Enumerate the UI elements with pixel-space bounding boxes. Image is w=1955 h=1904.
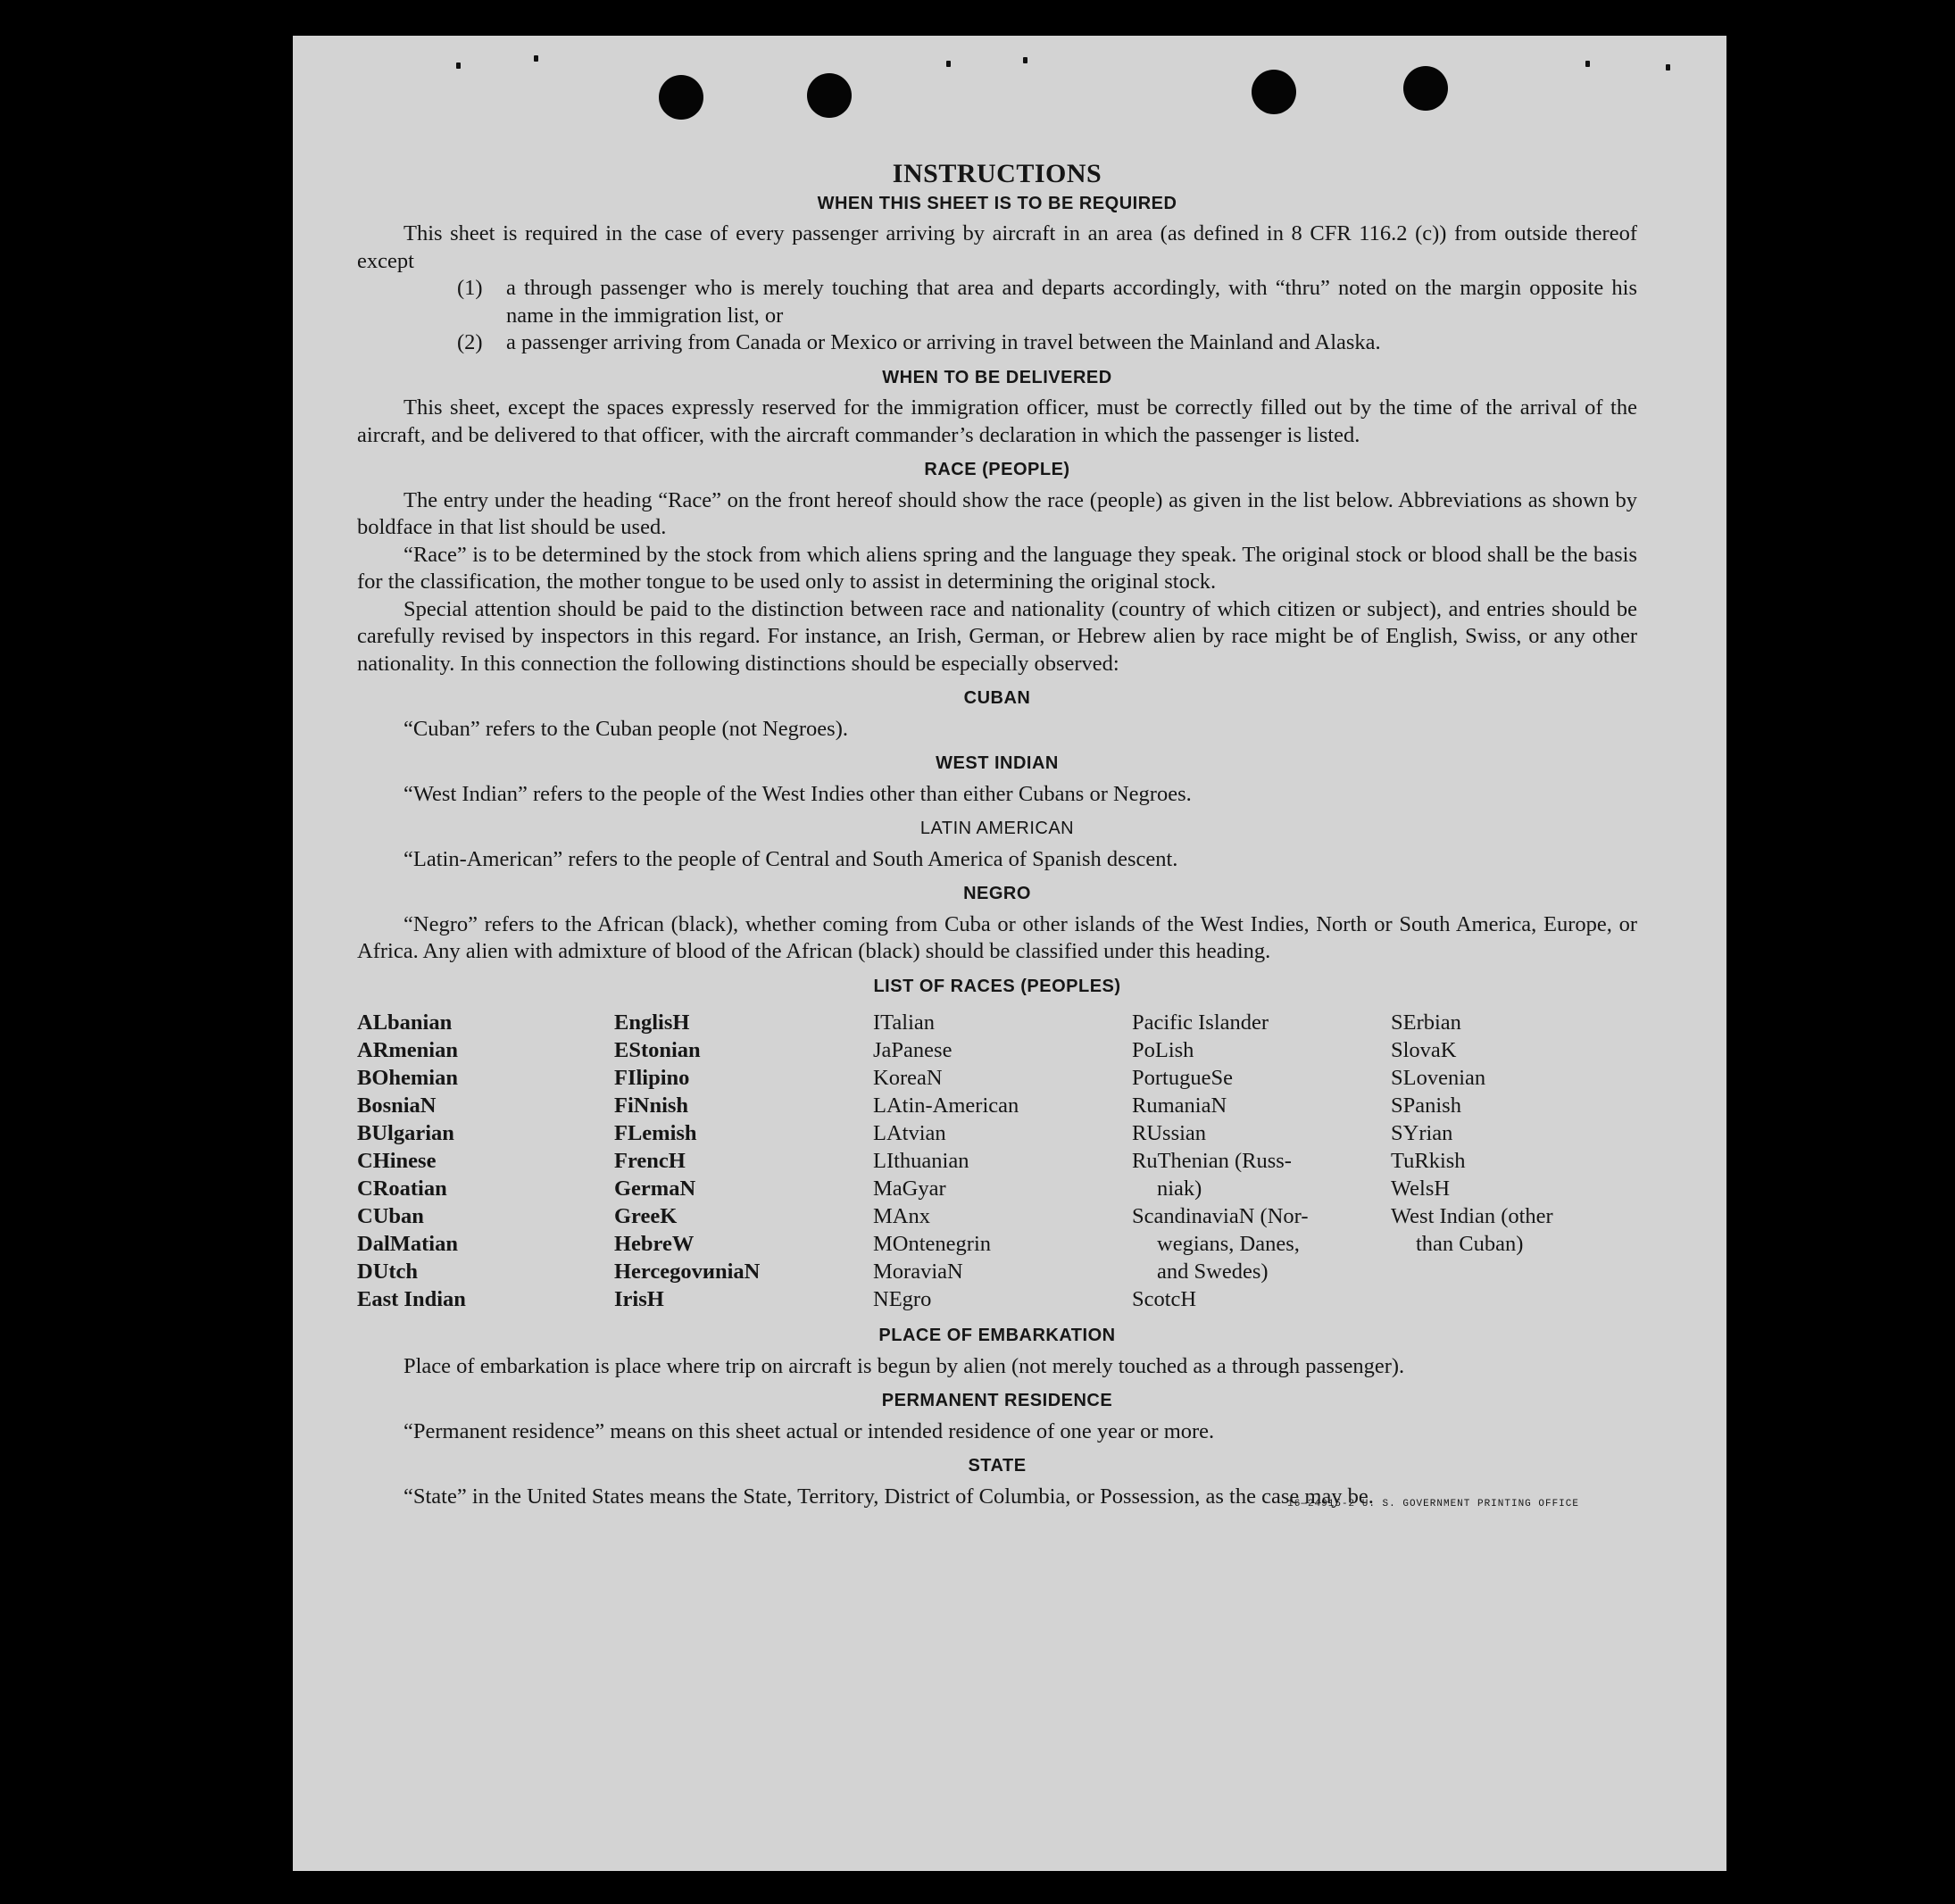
section-heading-cuban: CUBAN bbox=[963, 688, 1031, 708]
section-heading-when-required: WHEN THIS SHEET IS TO BE REQUIRED bbox=[817, 193, 1177, 213]
race-entry: MaGyar bbox=[873, 1176, 946, 1201]
race-entry: LIthuanian bbox=[873, 1149, 969, 1173]
races-column-5 bbox=[1391, 1009, 1637, 1313]
when-required-intro: This sheet is required in the case of every passenger arriving by aircraft in an area (as defined in 8 CFR 116.2 (c)) from outside thereof except bbox=[357, 221, 1637, 273]
race-entry: BUlgarian bbox=[357, 1121, 454, 1145]
speck bbox=[1023, 57, 1027, 63]
race-entry: FiNnish bbox=[614, 1093, 689, 1118]
race-entry: GermaN bbox=[614, 1176, 696, 1201]
race-entry: LAtin-American bbox=[873, 1093, 1019, 1118]
race-entry: GreeK bbox=[614, 1204, 678, 1228]
race-entry: DUtch bbox=[357, 1260, 419, 1284]
exception-item bbox=[457, 275, 1637, 329]
negro-text: “Negro” refers to the African (black), whether coming from Cuba or other islands of the West Indies, North or South America, Europe, or Africa. Any alien with admixture of blood of the African (black) should be classified under this heading. bbox=[357, 911, 1637, 963]
instructions-content bbox=[357, 161, 1637, 1510]
section-heading-when-delivered: WHEN TO BE DELIVERED bbox=[882, 367, 1112, 387]
race-entry: Pacific Islander bbox=[1132, 1010, 1269, 1035]
section-heading-west-indian: WEST INDIAN bbox=[936, 753, 1059, 773]
exception-text: a through passenger who is merely touching that area and departs accordingly, with “thru” noted on the margin opposite his name in the immigration list, or bbox=[506, 276, 1637, 328]
race-entry: ScotcH bbox=[1132, 1287, 1197, 1311]
document-sheet bbox=[293, 36, 1726, 1871]
race-entry: SYrian bbox=[1391, 1121, 1453, 1145]
race-entry: BosniaN bbox=[357, 1093, 437, 1118]
race-entry: PortugueSe bbox=[1132, 1066, 1233, 1090]
race-entry: wegians, Danes, bbox=[1157, 1232, 1300, 1256]
residence-text: “Permanent residence” means on this sheet actual or intended residence of one year or more. bbox=[403, 1418, 1215, 1443]
punch-hole bbox=[1403, 66, 1448, 111]
cuban-text: “Cuban” refers to the Cuban people (not Negroes). bbox=[403, 716, 848, 741]
race-entry: FIlipino bbox=[614, 1066, 690, 1090]
races-column-3 bbox=[873, 1009, 1132, 1313]
races-table bbox=[357, 1009, 1637, 1313]
latin-american-text: “Latin-American” refers to the people of Central and South America of Spanish descent. bbox=[403, 846, 1178, 871]
race-entry: HebreW bbox=[614, 1232, 695, 1256]
race-entry: CHinese bbox=[357, 1149, 437, 1173]
race-entry: SLovenian bbox=[1391, 1066, 1486, 1090]
section-heading-state: STATE bbox=[968, 1456, 1027, 1476]
race-entry: West Indian (other bbox=[1391, 1204, 1553, 1228]
race-entry: MAnx bbox=[873, 1204, 930, 1228]
race-entry: SErbian bbox=[1391, 1010, 1461, 1035]
race-entry: IrisH bbox=[614, 1287, 664, 1311]
speck bbox=[946, 61, 951, 67]
race-entry: ITalian bbox=[873, 1010, 936, 1035]
race-entry: ARmenian bbox=[357, 1038, 458, 1062]
race-entry: niak) bbox=[1157, 1176, 1202, 1201]
race-entry: DalMatian bbox=[357, 1232, 458, 1256]
race-entry: MOntenegrin bbox=[873, 1232, 991, 1256]
section-heading-race: RACE (PEOPLE) bbox=[924, 460, 1070, 479]
race-entry: SPanish bbox=[1391, 1093, 1461, 1118]
speck bbox=[456, 62, 461, 69]
embarkation-text: Place of embarkation is place where trip on aircraft is begun by alien (not merely touched as a through passenger). bbox=[403, 1353, 1405, 1378]
race-entry: KoreaN bbox=[873, 1066, 943, 1090]
race-entry: EnglisH bbox=[614, 1010, 690, 1035]
exception-number: (1) bbox=[457, 276, 483, 300]
speck bbox=[1585, 61, 1590, 67]
race-entry: East Indian bbox=[357, 1287, 466, 1311]
race-entry: TuRkish bbox=[1391, 1149, 1466, 1173]
section-heading-residence: PERMANENT RESIDENCE bbox=[881, 1391, 1113, 1410]
race-entry: SlovaK bbox=[1391, 1038, 1457, 1062]
race-paragraph-2: “Race” is to be determined by the stock from which aliens spring and the language they speak. The original stock or blood shall be the basis for the classification, the mother tongue to be used only to assist in determining the original stock. bbox=[357, 542, 1637, 594]
race-entry: LAtvian bbox=[873, 1121, 946, 1145]
race-entry: WelsH bbox=[1391, 1176, 1451, 1201]
speck bbox=[1666, 64, 1670, 71]
race-entry: PoLish bbox=[1132, 1038, 1194, 1062]
punch-hole bbox=[807, 73, 852, 118]
race-entry: RumaniaN bbox=[1132, 1093, 1227, 1118]
exception-number: (2) bbox=[457, 330, 483, 354]
when-delivered-text: This sheet, except the spaces expressly reserved for the immigration officer, must be correctly filled out by the time of the arrival of the aircraft, and be delivered to that officer, with the aircraft commander’s declaration in which the passenger is listed. bbox=[357, 395, 1637, 447]
race-entry: ALbanian bbox=[357, 1010, 453, 1035]
race-entry: FLemish bbox=[614, 1121, 697, 1145]
race-entry: JaPanese bbox=[873, 1038, 953, 1062]
printer-note: 16—24915-2 U. S. GOVERNMENT PRINTING OFFICE bbox=[1287, 1498, 1579, 1509]
race-entry: BOhemian bbox=[357, 1066, 458, 1090]
race-paragraph-3: Special attention should be paid to the distinction between race and nationality (country of which citizen or subject), and entries should be carefully revised by inspectors in this regard. For instance, an Irish, German, or Hebrew alien by race might be of English, Swiss, or any other nationality. In this connection the following distinctions should be especially observed: bbox=[357, 596, 1637, 676]
race-entry: EStonian bbox=[614, 1038, 701, 1062]
section-heading-embarkation: PLACE OF EMBARKATION bbox=[878, 1326, 1116, 1345]
section-heading-latin-american: LATIN AMERICAN bbox=[919, 819, 1075, 838]
punch-hole bbox=[1252, 70, 1296, 114]
races-column-4 bbox=[1132, 1009, 1391, 1313]
race-entry: HercegovиniaN bbox=[614, 1260, 761, 1284]
race-paragraph-1: The entry under the heading “Race” on the front hereof should show the race (people) as given in the list below. Abbreviations as shown by boldface in that list should be used. bbox=[357, 487, 1637, 539]
race-entry: ScandinaviaN (Nor- bbox=[1132, 1204, 1309, 1228]
section-heading-list-of-races: LIST OF RACES (PEOPLES) bbox=[873, 976, 1121, 996]
race-entry: FrencH bbox=[614, 1149, 686, 1173]
race-entry: MoraviaN bbox=[873, 1260, 963, 1284]
exception-text: a passenger arriving from Canada or Mexico or arriving in travel between the Mainland and Alaska. bbox=[506, 330, 1381, 354]
races-column-2 bbox=[614, 1009, 873, 1313]
race-entry: and Swedes) bbox=[1157, 1260, 1269, 1284]
exception-item bbox=[457, 329, 1637, 357]
race-entry: CUban bbox=[357, 1204, 424, 1228]
section-heading-negro: NEGRO bbox=[963, 884, 1031, 903]
races-column-1 bbox=[357, 1009, 614, 1313]
punch-hole bbox=[659, 75, 703, 120]
speck bbox=[534, 55, 538, 62]
race-entry: NEgro bbox=[873, 1287, 932, 1311]
page-title: INSTRUCTIONS bbox=[892, 159, 1102, 188]
race-entry: CRoatian bbox=[357, 1176, 447, 1201]
state-block bbox=[357, 1484, 1637, 1511]
race-entry: RUssian bbox=[1132, 1121, 1207, 1145]
race-entry: RuThenian (Russ- bbox=[1132, 1149, 1292, 1173]
race-entry: than Cuban) bbox=[1416, 1232, 1524, 1256]
state-text: “State” in the United States means the State, Territory, District of Columbia, or Possession, as the case may be. bbox=[403, 1484, 1374, 1509]
west-indian-text: “West Indian” refers to the people of the West Indies other than either Cubans or Negroes. bbox=[403, 781, 1192, 806]
